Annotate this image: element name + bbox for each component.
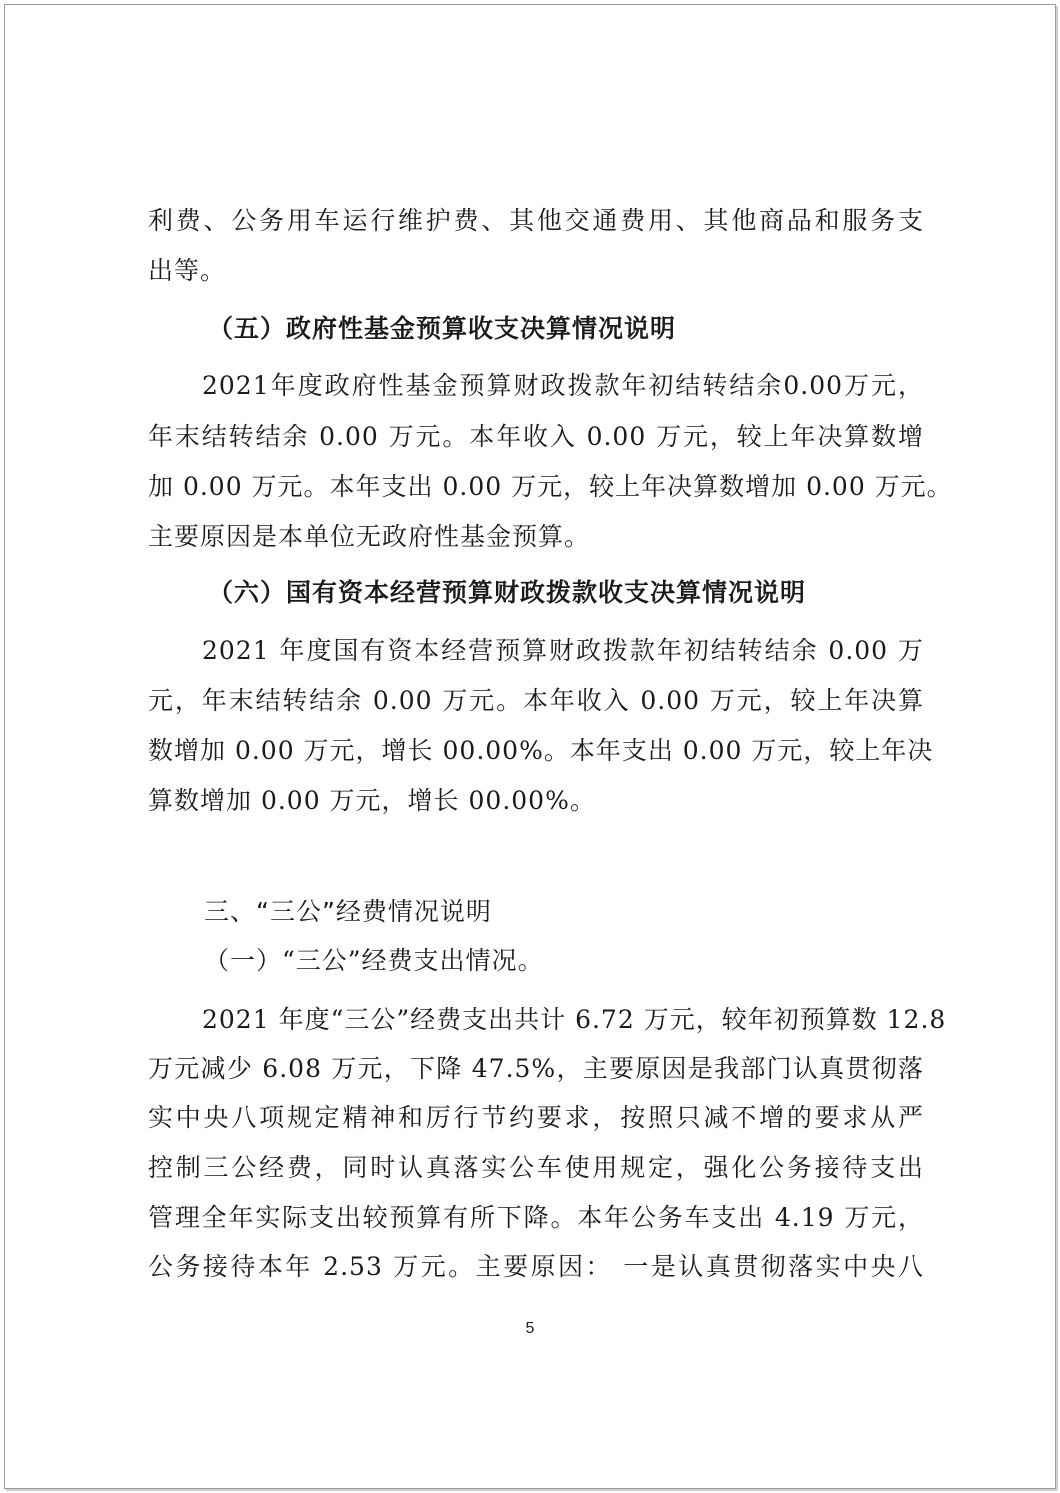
body-line: 2021 年度国有资本经营预算财政拨款年初结转结余 0.00 万	[202, 636, 924, 665]
body-line: 利费、公务用车运行维护费、其他交通费用、其他商品和服务支	[148, 206, 924, 235]
body-line: 公务接待本年 2.53 万元。主要原因： 一是认真贯彻落实中央八	[148, 1252, 924, 1281]
body-line: 算数增加 0.00 万元，增长 00.00%。	[148, 786, 596, 815]
body-line: 2021年度政府性基金预算财政拨款年初结转结余0.00万元，	[202, 371, 924, 400]
section-heading-6: （六）国有资本经营预算财政拨款收支决算情况说明	[208, 578, 807, 607]
body-line: 元，年末结转结余 0.00 万元。本年收入 0.00 万元，较上年决算	[148, 686, 924, 715]
section-title-three: 三、“三公”经费情况说明	[204, 897, 492, 926]
body-line: 实中央八项规定精神和厉行节约要求，按照只减不增的要求从严	[148, 1103, 924, 1132]
body-line: 年末结转结余 0.00 万元。本年收入 0.00 万元，较上年决算数增	[148, 422, 924, 451]
section-heading-5: （五）政府性基金预算收支决算情况说明	[208, 314, 677, 343]
body-line: 控制三公经费，同时认真落实公车使用规定，强化公务接待支出	[148, 1153, 924, 1182]
body-line: 主要原因是本单位无政府性基金预算。	[148, 522, 591, 551]
subsection-title: （一）“三公”经费支出情况。	[204, 946, 544, 975]
page-number: 5	[525, 1320, 535, 1337]
body-line: 数增加 0.00 万元，增长 00.00%。本年支出 0.00 万元，较上年决	[148, 736, 934, 765]
body-line: 万元减少 6.08 万元，下降 47.5%，主要原因是我部门认真贯彻落	[148, 1054, 924, 1083]
body-line: 2021 年度“三公”经费支出共计 6.72 万元，较年初预算数 12.8	[202, 1005, 947, 1034]
body-line: 加 0.00 万元。本年支出 0.00 万元，较上年决算数增加 0.00 万元。	[148, 472, 953, 501]
body-line: 管理全年实际支出较预算有所下降。本年公务车支出 4.19 万元，	[148, 1203, 924, 1232]
body-line: 出等。	[148, 256, 227, 285]
